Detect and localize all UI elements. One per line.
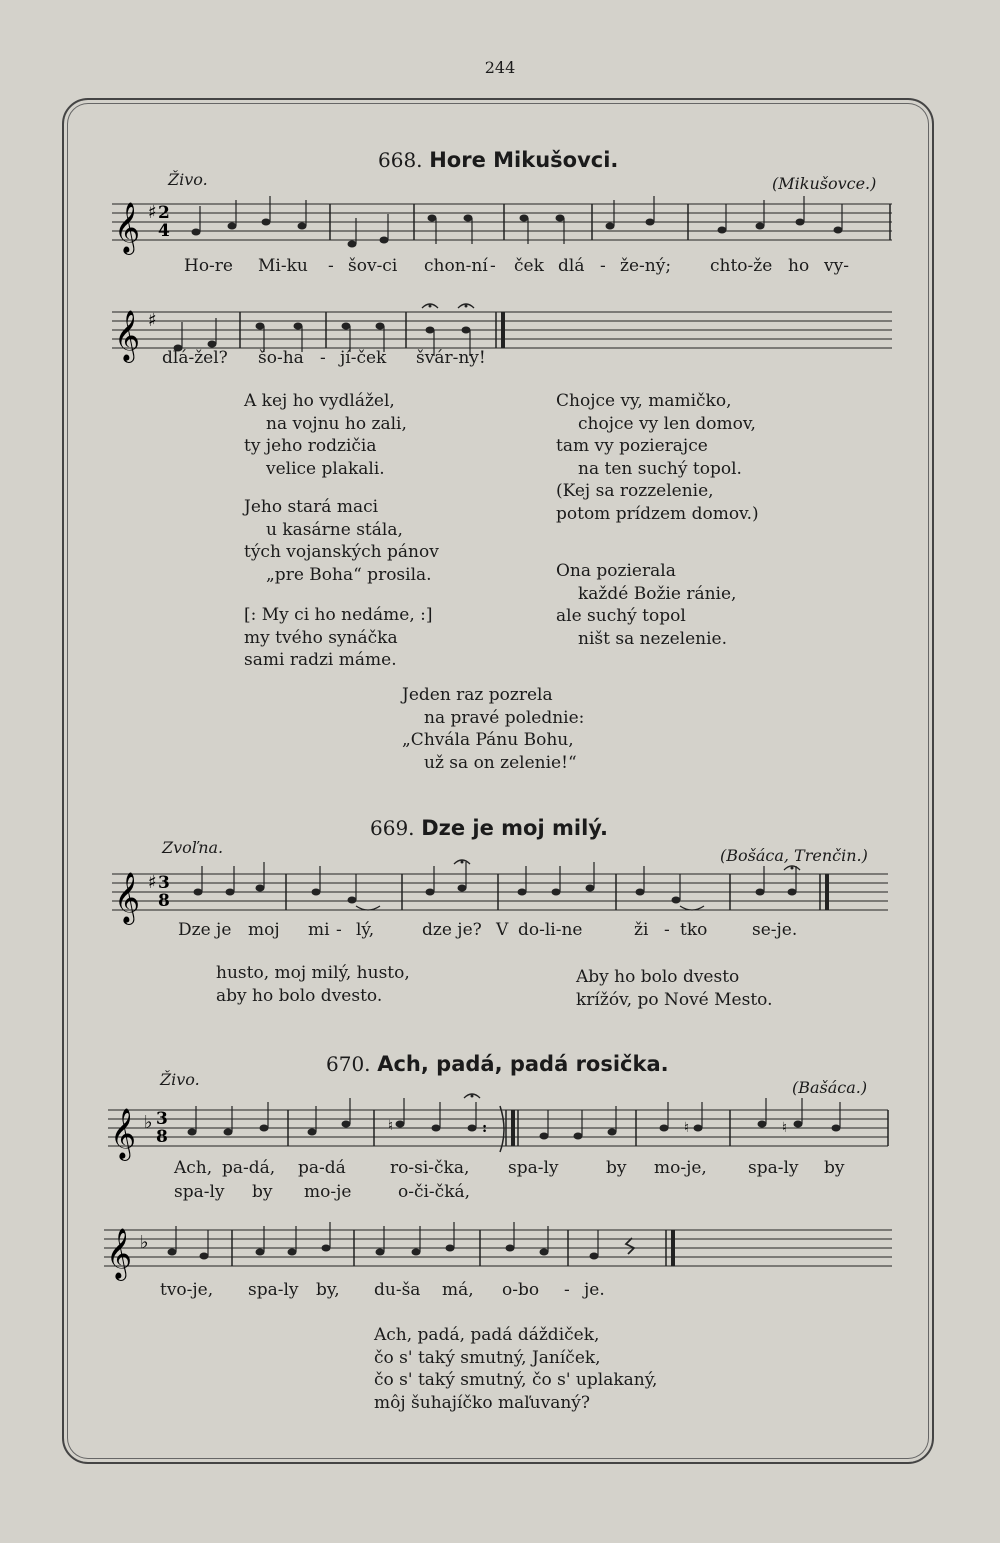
stanza-669-2: Aby ho bolo dvesto krížóv, po Nové Mesto. bbox=[576, 967, 773, 1010]
svg-text:♮: ♮ bbox=[782, 1120, 788, 1136]
song-670-title bbox=[326, 1052, 669, 1076]
svg-text:♭: ♭ bbox=[144, 1112, 153, 1133]
song-669-title bbox=[370, 816, 608, 840]
svg-text:3: 3 bbox=[156, 1109, 168, 1129]
svg-text:𝄞: 𝄞 bbox=[106, 1228, 133, 1279]
staff-670-line-2 bbox=[104, 1222, 892, 1282]
svg-text:♮: ♮ bbox=[388, 1118, 394, 1134]
svg-text:♭: ♭ bbox=[140, 1232, 149, 1253]
svg-text:♯: ♯ bbox=[148, 202, 157, 223]
stanza-670-1: Ach, padá, padá dáždiček, čo s' taký smutný, Janíček, čo s' taký smutný, čo s' uplakaný, môj šuhajíčko maľuvaný? bbox=[374, 1325, 658, 1413]
tempo-marking: Zvoľna. bbox=[162, 838, 224, 857]
page-number: 244 bbox=[484, 58, 516, 77]
song-668-title bbox=[378, 148, 618, 172]
song-name: Ach, padá, padá rosička. bbox=[377, 1052, 669, 1076]
svg-text:𝄞: 𝄞 bbox=[114, 310, 141, 361]
staff-670-line-1 bbox=[108, 1102, 892, 1162]
svg-text:𝄞: 𝄞 bbox=[114, 872, 141, 923]
tempo-marking: Živo. bbox=[160, 1070, 200, 1089]
staff-669 bbox=[112, 866, 892, 926]
song-name: Dze je moj milý. bbox=[421, 816, 609, 840]
svg-text:𝄞: 𝄞 bbox=[110, 1108, 137, 1159]
stanza-668-3: [: My ci ho nedáme, :] my tvého synáčka sami radzi máme. bbox=[244, 605, 433, 670]
svg-text:♯: ♯ bbox=[148, 310, 157, 331]
svg-text::: : bbox=[482, 1120, 488, 1136]
stanza-668-4: Chojce vy, mamičko, chojce vy len domov, tam vy pozierajce na ten suchý topol. (Kej sa rozzelenie, potom prídzem domov.) bbox=[556, 391, 759, 524]
svg-text:8: 8 bbox=[158, 891, 170, 911]
song-number: 670. bbox=[326, 1052, 371, 1076]
origin-place: (Bašáca.) bbox=[792, 1078, 868, 1097]
tempo-marking: Živo. bbox=[168, 170, 208, 189]
svg-text:♮: ♮ bbox=[684, 1120, 690, 1136]
staff-668-line-1 bbox=[112, 196, 892, 256]
stanza-668-6: Jeden raz pozrela na pravé polednie: „Chvála Pánu Bohu, už sa on zelenie!“ bbox=[402, 685, 585, 773]
staff-668-line-2 bbox=[112, 300, 892, 360]
song-number: 669. bbox=[370, 816, 415, 840]
svg-text:4: 4 bbox=[158, 221, 170, 241]
song-name: Hore Mikušovci. bbox=[429, 148, 619, 172]
svg-text:𝄞: 𝄞 bbox=[114, 202, 141, 253]
origin-place: (Bošáca, Trenčin.) bbox=[720, 846, 868, 865]
stanza-668-2: Jeho stará maci u kasárne stála, tých vojanských pánov „pre Boha“ prosila. bbox=[244, 497, 439, 585]
stanza-668-5: Ona pozierala každé Božie ránie, ale suchý topol ništ sa nezelenie. bbox=[556, 561, 737, 649]
origin-place: (Mikušovce.) bbox=[772, 174, 877, 193]
song-number: 668. bbox=[378, 148, 423, 172]
stanza-669-1: husto, moj milý, husto, aby ho bolo dvesto. bbox=[216, 963, 410, 1006]
svg-text:2: 2 bbox=[158, 203, 170, 223]
svg-text:8: 8 bbox=[156, 1127, 168, 1147]
stanza-668-1: A kej ho vydlážel, na vojnu ho zali, ty jeho rodzičia velice plakali. bbox=[244, 391, 407, 479]
svg-text:♯: ♯ bbox=[148, 872, 157, 893]
svg-text:3: 3 bbox=[158, 873, 170, 893]
